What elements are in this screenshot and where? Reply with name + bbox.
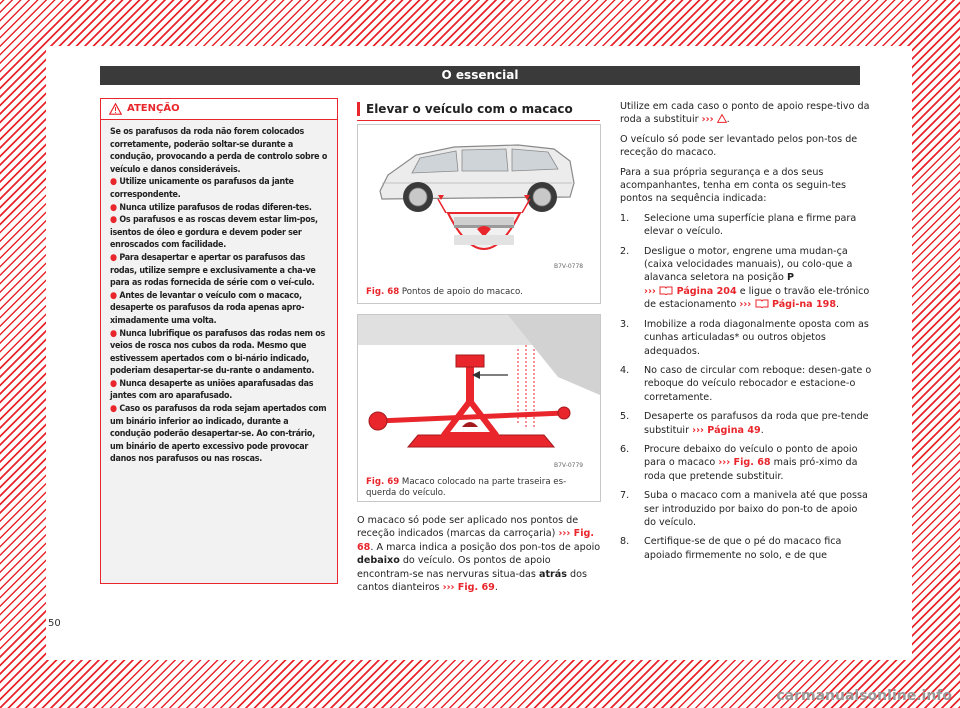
warning-link[interactable]: ››› [701, 114, 714, 126]
warning-bullet: ● Nunca lubrifique os parafusos das rodas nem os veios de rosca nos cubos da roda. Mesmo que estivessem apertados com o bi-nário indicado, poderiam desapertar-se du-rante o andamento. [110, 328, 325, 377]
bullet-icon: ● [110, 215, 120, 226]
fig-69-link[interactable]: ››› Fig. 69 [442, 582, 495, 594]
fig-68-link[interactable]: ››› Fig. 68 [357, 528, 594, 553]
page-198-link[interactable]: ››› Pági-na 198 [739, 299, 836, 311]
paragraph-3: Para a sua própria segurança e a dos seus acompanhantes, tenha em conta os seguin-tes pontos na sequência indicada: [620, 166, 847, 205]
step-item: 5. Desaperte os parafusos da roda que pre-tende substituir ››› Página 49. [620, 411, 869, 436]
warning-box [100, 98, 338, 584]
warning-title: ATENÇÃO [127, 103, 180, 114]
bullet-icon: ● [110, 328, 120, 339]
warning-intro: Se os parafusos da roda não forem colocados corretamente, poderão soltar-se durante a condução, provocando a perda de controlo sobre o veículo e danos consideráveis. [110, 127, 328, 175]
page-number: 50 [48, 618, 61, 629]
figure-code: B7V-0778 [554, 263, 584, 270]
warning-bullet: ● Os parafusos e as roscas devem estar lim-pos, isentos de óleo e gordura e devem poder ser enroscados com facilidade. [110, 215, 318, 251]
step-item: 3. Imobilize a roda diagonalmente oposta com as cunhas articuladas* ou outros objetos adequados. [620, 318, 869, 357]
figure-68 [357, 124, 601, 304]
warning-body [101, 120, 337, 466]
step-item: 1. Selecione uma superfície plana e firme para elevar o veículo. [620, 212, 857, 238]
bullet-icon: ● [110, 252, 120, 263]
steps-list [620, 212, 872, 562]
warning-bullet: ● Utilize unicamente os parafusos da jante correspondente. [110, 177, 294, 200]
jack-description: O macaco só pode ser aplicado nos pontos de receção indicados (marcas da carroçaria) ››› Fig. 68. A marca indica a posição dos pon-tos de apoio debaixo do veículo. Os pontos de apoio encontram-se nas nervuras situa-das atrás dos cantos dianteiros ››› Fig. 69. [357, 515, 601, 594]
section-title: Elevar o veículo com o macaco [357, 102, 609, 116]
warning-triangle-icon [109, 103, 122, 115]
figure-69-caption: Fig. 69 Macaco colocado na parte traseira es-querda do veículo. [366, 477, 567, 498]
warning-bullet: ● Nunca utilize parafusos de rodas diferen-tes. [110, 202, 312, 213]
step-item: 7. Suba o macaco com a manivela até que possa ser introduzido por baixo do pon-to de apoio do veículo. [620, 490, 868, 528]
step-item: 6. Procure debaixo do veículo o ponto de apoio para o macaco ››› Fig. 68 mais pró-ximo da roda que pretende substituir. [620, 443, 858, 482]
bullet-icon: ● [110, 202, 120, 213]
section-rule [357, 120, 600, 121]
bullet-icon: ● [110, 378, 120, 389]
bullet-icon: ● [110, 404, 120, 415]
step-item: 8. Certifique-se de que o pé do macaco fica apoiado firmemente no solo, e de que [620, 536, 842, 561]
paragraph-2: O veículo só pode ser levantado pelos pon-tos de receção do macaco. [620, 133, 858, 159]
step-item: 4. No caso de circular com reboque: desen-gate o reboque do veículo rebocador e estacione-o corretamente. [620, 364, 872, 403]
page-49-link[interactable]: ››› Página 49 [692, 424, 761, 436]
car-jack-points-illustration [358, 125, 600, 275]
figure-68-caption: Fig. 68 Pontos de apoio do macaco. [366, 287, 523, 297]
book-icon [755, 299, 769, 308]
bullet-icon: ● [110, 290, 120, 301]
fig-68-link[interactable]: ››› Fig. 68 [718, 457, 771, 469]
figure-code: B7V-0779 [554, 462, 584, 469]
warning-triangle-icon [717, 114, 727, 123]
warning-bullet: ● Antes de levantar o veículo com o macaco, desaperte os parafusos da roda apenas apro-ximadamente uma volta. [110, 290, 305, 326]
book-icon [659, 286, 673, 295]
manual-page [46, 46, 912, 660]
step-item: 2. Desligue o motor, engrene uma mudan-ça (caixa velocidades manuais), ou colo-que a alavanca seletora na posição P ››› Página 204 e ligue o travão ele-trónico de estacionamento ››› Pági-na 198. [620, 245, 870, 311]
warning-bullet: ● Caso os parafusos da roda sejam apertados com um binário inferior ao indicado, durante a condução poderão desapertar-se. Ao con-trário, um binário de aperto excessivo pode provocar danos nos parafusos ou nas roscas. [110, 404, 327, 465]
warning-bullet: ● Nunca desaperte as uniões aparafusadas das jantes com aro aparafusado. [110, 378, 314, 402]
warning-bullet: ● Para desapertar e apertar os parafusos das rodas, utilize sempre e exclusivamente a cha-ve para as rodas fornecida de série com o veí-culo. [110, 252, 316, 289]
figure-69 [357, 314, 601, 502]
page-204-link[interactable]: ››› Página 204 [644, 285, 737, 297]
jack-under-car-illustration [358, 315, 600, 473]
watermark: carmanualsonline.info [776, 688, 952, 704]
bullet-icon: ● [110, 177, 120, 188]
paragraph-1: Utilize em cada caso o ponto de apoio respe-tivo da roda a substituir ››› . [620, 101, 870, 126]
warning-header [101, 99, 337, 120]
right-column [620, 100, 872, 568]
page-header: O essencial [100, 66, 860, 85]
